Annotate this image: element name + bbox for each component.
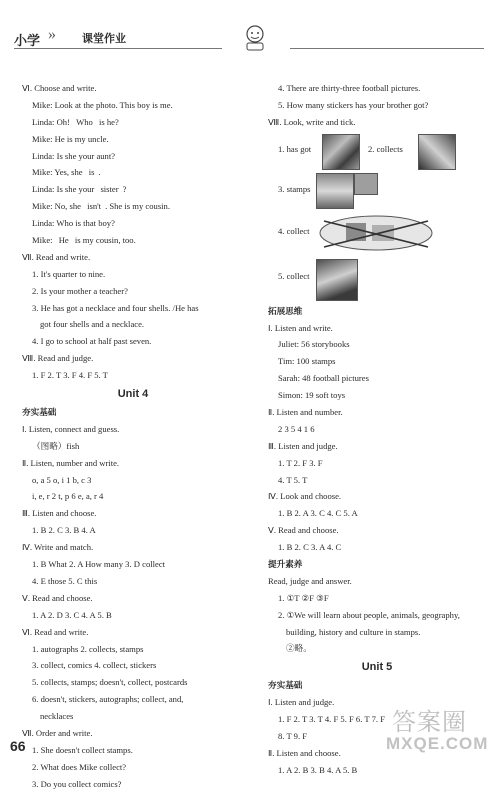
answer-line: 1. autographs 2. collects, stamps	[32, 643, 144, 654]
section-title: Ⅱ. Listen, number and write.	[22, 457, 120, 468]
section-title: Read, judge and answer.	[268, 575, 352, 586]
answer-line: Sarah: 48 football pictures	[278, 373, 369, 384]
answer-line: 5. collects, stamps; doesn't, collect, postcards	[32, 677, 188, 688]
answer-line: 2. ①We will learn about people, animals, geography,	[278, 609, 460, 620]
picture-label: 3. stamps	[278, 183, 311, 194]
picture-label: 4. collect	[278, 225, 310, 236]
answer-line: 1. She doesn't collect stamps.	[32, 744, 133, 755]
answer-line: 4. There are thirty-three football pictures.	[278, 83, 421, 93]
header-rule-right	[290, 48, 484, 49]
stamps-image-small	[354, 173, 378, 195]
picture-label: 1. has got	[278, 143, 312, 154]
answer-line: 3. He has got a necklace and four shells. /He has	[32, 302, 199, 313]
answer-line: 1. B 2. C 3. B 4. A	[32, 525, 96, 536]
picture-row	[268, 255, 486, 303]
subsection-title: 拓展思维	[268, 305, 303, 316]
answer-line: 4. I go to school at half past seven.	[32, 336, 152, 347]
dialogue-line: Linda: Oh! Who is he?	[22, 114, 244, 131]
watermark	[382, 700, 500, 760]
watermark-logo: 答案圈	[392, 709, 467, 736]
section-title: Ⅴ. Read and choose.	[22, 592, 93, 603]
section-title: Ⅳ. Write and match.	[22, 542, 94, 553]
page-number: 66	[10, 738, 26, 754]
header-brand: 小学	[14, 33, 41, 48]
dialogue-line: Mike: No, she isn't . She is my cousin.	[22, 198, 244, 215]
answer-line: o, a 5 o, i 1 b, c 3	[32, 474, 92, 485]
answer-line: 5. How many stickers has your brother got?	[278, 99, 429, 110]
answer-blank: sister	[96, 181, 122, 198]
stamps-image	[316, 173, 354, 209]
answer-line: 1. F 2. T 3. F 4. F 5. T	[32, 370, 108, 381]
dialogue-line: Mike: Look at the photo. This boy is me.	[32, 99, 173, 110]
answer-line: 4. E those 5. C this	[32, 575, 98, 586]
stamps-collection-image	[322, 134, 360, 170]
section-title: Ⅷ. Look, write and tick.	[268, 116, 356, 127]
answer-line: Juliet: 56 storybooks	[278, 339, 350, 350]
header-rule-left	[14, 48, 222, 49]
picture-row	[268, 211, 486, 255]
answer-line: 2. What does Mike collect?	[32, 761, 127, 772]
section-title: Ⅵ. Read and write.	[22, 626, 89, 637]
double-chevron-icon: »	[48, 26, 56, 43]
section-title: Ⅳ. Look and choose.	[268, 491, 342, 502]
toys-collection-image	[418, 134, 456, 170]
dialogue-line: Linda: Is she your sister ?	[22, 181, 244, 198]
answer-line: Tim: 100 stamps	[278, 356, 336, 367]
answer-line: 1. A 2. D 3. C 4. A 5. B	[32, 609, 112, 620]
answer-blank: He	[55, 232, 73, 249]
answer-line: got four shells and a necklace.	[40, 319, 145, 330]
picture-label: 5. collect	[278, 270, 310, 281]
dialogue-line: Linda: Who is that boy?	[32, 218, 115, 229]
answer-line: 2 3 5 4 1 6	[278, 423, 315, 434]
answer-line: （图略）fish	[32, 440, 80, 451]
section-title: Ⅶ. Order and write.	[22, 727, 93, 738]
section-title: Ⅰ. Listen and write.	[268, 322, 333, 333]
right-column	[268, 80, 489, 779]
answer-line: 3. Do you collect comics?	[32, 778, 122, 789]
picture-row	[268, 171, 486, 211]
answer-blank: is	[85, 164, 99, 181]
crossed-out-image	[316, 213, 436, 253]
unit-heading: Unit 4	[117, 388, 149, 401]
answer-line: 3. collect, comics 4. collect, stickers	[32, 660, 157, 671]
page-header	[0, 0, 500, 56]
answer-line: 8. T 9. F	[278, 731, 308, 742]
answer-line: 1. B 2. A 3. C 4. C 5. A	[278, 508, 358, 519]
answer-line: 1. B What 2. A How many 3. D collect	[32, 559, 166, 570]
cards-collection-image	[316, 259, 358, 301]
header-section: 课堂作业	[82, 33, 126, 45]
unit-heading: Unit 5	[361, 661, 393, 674]
section-title: Ⅵ. Choose and write.	[22, 83, 97, 93]
section-title: Ⅶ. Read and write.	[22, 251, 91, 262]
section-title: Ⅱ. Listen and number.	[268, 407, 343, 418]
dialogue-line: Mike: He is my uncle.	[32, 133, 109, 144]
section-title: Ⅰ. Listen, connect and guess.	[22, 423, 120, 434]
answer-line: i, e, r 2 t, p 6 e, a, r 4	[32, 491, 104, 502]
answer-line: ②略。	[286, 643, 312, 654]
answer-line: building, history and culture in stamps.	[286, 626, 421, 637]
dialogue-line: Mike: Yes, she is .	[22, 164, 244, 181]
answer-line: necklaces	[40, 711, 74, 722]
subsection-title: 夯实基础	[22, 407, 57, 418]
section-title: Ⅲ. Listen and choose.	[22, 508, 97, 519]
picture-row	[268, 131, 486, 171]
answer-line: 4. T 5. T	[278, 474, 308, 485]
answer-blank: Who	[72, 114, 97, 131]
section-title: Ⅷ. Read and judge.	[22, 353, 94, 364]
answer-line: 1. B 2. C 3. A 4. C	[278, 542, 342, 553]
picture-label: 2. collects	[368, 143, 403, 154]
answer-line: 1. F 2. T 3. T 4. F 5. F 6. T 7. F	[278, 714, 385, 725]
dialogue-line: Linda: Is she your aunt?	[32, 150, 116, 161]
section-title: Ⅱ. Listen and choose.	[268, 747, 341, 758]
left-column	[22, 80, 244, 793]
section-title: Ⅰ. Listen and judge.	[268, 697, 335, 708]
answer-line: 1. ①T ②F ③F	[278, 592, 329, 603]
subsection-title: 提升素养	[268, 559, 303, 570]
mascot-icon	[240, 22, 270, 52]
section-title: Ⅴ. Read and choose.	[268, 525, 339, 536]
answer-line: 6. doesn't, stickers, autographs; collect, and,	[32, 694, 184, 705]
answer-line: 1. A 2. B 3. B 4. A 5. B	[278, 764, 358, 775]
section-title: Ⅲ. Listen and judge.	[268, 440, 338, 451]
answer-line: 1. T 2. F 3. F	[278, 457, 323, 468]
answer-line: Simon: 19 soft toys	[278, 390, 346, 401]
answer-blank: isn't	[83, 198, 105, 215]
watermark-url: MXQE.COM	[386, 734, 489, 753]
dialogue-line: Mike: He is my cousin, too.	[22, 232, 244, 249]
answer-line: 1. It's quarter to nine.	[32, 268, 106, 279]
subsection-title: 夯实基础	[268, 680, 303, 691]
answer-line: 2. Is your mother a teacher?	[32, 285, 128, 296]
